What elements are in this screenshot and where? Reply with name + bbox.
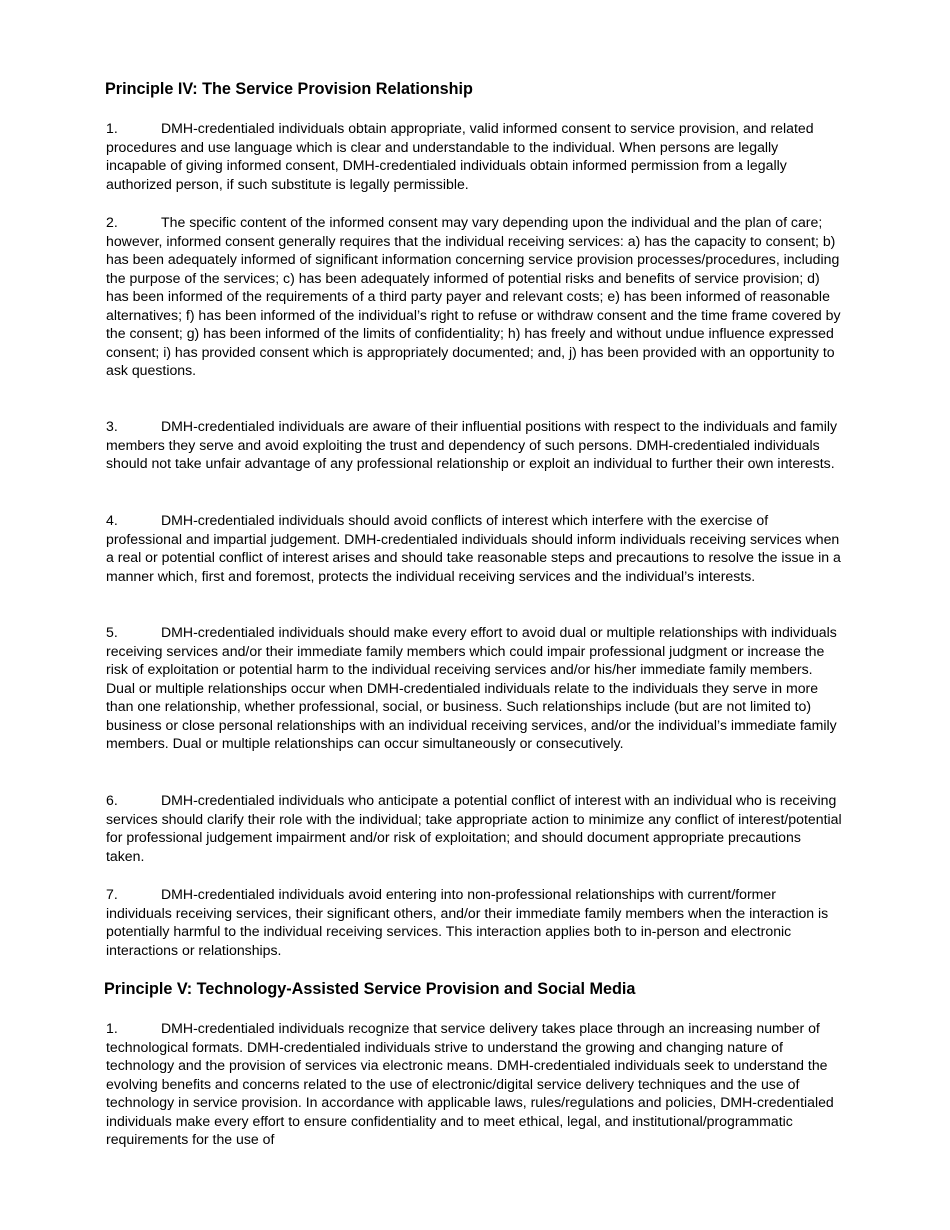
paragraph-text: DMH-credentialed individuals are aware of their influential positions with respect to the individuals and family members they serve and avoid exploiting the trust and dependency of such persons. DMH-credentialed individuals should not take unfair advantage of any professional relationship or exploit an individual to further their own interests. <box>106 418 838 472</box>
paragraph-text: DMH-credentialed individuals should avoid conflicts of interest which interfere with the exercise of professional and impartial judgement. DMH-credentialed individuals should inform individuals receiving services when a real or potential conflict of interest arises and should take reasonable steps and precautions to resolve the issue in a manner which, first and foremost, protects the individual receiving services and the individual’s interests. <box>106 512 841 584</box>
paragraph-number: 1. <box>106 120 118 136</box>
paragraph-number: 3. <box>106 418 118 434</box>
paragraph-text: DMH-credentialed individuals should make every effort to avoid dual or multiple relationships with individuals receiving services and/or their immediate family members which could impair professional judgment or increase the risk of exploitation or potential harm to the individual receiving services and/or his/her immediate family members. Dual or multiple relationships occur when DMH-credentialed individuals relate to the individuals they serve in more than one relationship, whether professional, social, or business. Such relationships include (but are not limited to) business or close personal relationships with an individual receiving services, and/or the individual’s immediate family members. Dual or multiple relationships can occur simultaneously or consecutively. <box>106 624 837 752</box>
principle-iv-paragraph-7 <box>106 885 842 959</box>
paragraph-text: DMH-credentialed individuals obtain appropriate, valid informed consent to service provision, and related procedures and use language which is clear and understandable to the individual. When persons are legally incapable of giving informed consent, DMH-credentialed individuals obtain informed permission from a legally authorized person, if such substitute is legally permissible. <box>106 120 814 192</box>
paragraph-text: DMH-credentialed individuals who anticipate a potential conflict of interest with an individual who is receiving services should clarify their role with the individual; take appropriate action to minimize any conflict of interest/potential for professional judgement impairment and/or risk of exploitation; and should document appropriate precautions taken. <box>106 792 842 864</box>
principle-iv-paragraph-5 <box>106 623 842 753</box>
paragraph-number: 2. <box>106 214 118 230</box>
paragraph-number: 1. <box>106 1020 118 1036</box>
section-heading-principle-v: Principle V: Technology-Assisted Service Provision and Social Media <box>104 980 636 998</box>
paragraph-number: 5. <box>106 624 118 640</box>
paragraph-number: 6. <box>106 792 118 808</box>
paragraph-text: The specific content of the informed consent may vary depending upon the individual and the plan of care; however, informed consent generally requires that the individual receiving services: a) has the capacity to consent; b) has been adequately informed of significant information concerning service provision processes/procedures, including the purpose of the services; c) has been adequately informed of potential risks and benefits of service provision; d) has been informed of the requirements of a third party payer and relevant costs; e) has been informed of reasonable alternatives; f) has been informed of the individual’s right to refuse or withdraw consent and the time frame covered by the consent; g) has been informed of the limits of confidentiality; h) has freely and without undue influence expressed consent; i) has provided consent which is appropriately documented; and, j) has been provided with an opportunity to ask questions. <box>106 214 841 379</box>
paragraph-number: 4. <box>106 512 118 528</box>
principle-iv-paragraph-2 <box>106 213 842 380</box>
paragraph-text: DMH-credentialed individuals avoid entering into non-professional relationships with current/former individuals receiving services, their significant others, and/or their immediate family members when the interaction is potentially harmful to the individual receiving services. This interaction applies both to in-person and electronic interactions or relationships. <box>106 886 829 958</box>
paragraph-number: 7. <box>106 886 118 902</box>
paragraph-text: DMH-credentialed individuals recognize that service delivery takes place through an increasing number of technological formats. DMH-credentialed individuals strive to understand the growing and changing nature of technology and the provision of services via electronic means. DMH-credentialed individuals seek to understand the evolving benefits and concerns related to the use of electronic/digital service delivery techniques and the use of technology in service provision. In accordance with applicable laws, rules/regulations and policies, DMH-credentialed individuals make every effort to ensure confidentiality and to meet ethical, legal, and institutional/programmatic requirements for the use of <box>106 1020 834 1148</box>
principle-v-paragraph-1 <box>106 1019 842 1149</box>
section-heading-principle-iv: Principle IV: The Service Provision Relationship <box>105 80 473 98</box>
principle-iv-paragraph-1 <box>106 119 842 193</box>
principle-iv-paragraph-6 <box>106 791 842 865</box>
principle-iv-paragraph-4 <box>106 511 842 585</box>
principle-iv-paragraph-3 <box>106 417 842 473</box>
